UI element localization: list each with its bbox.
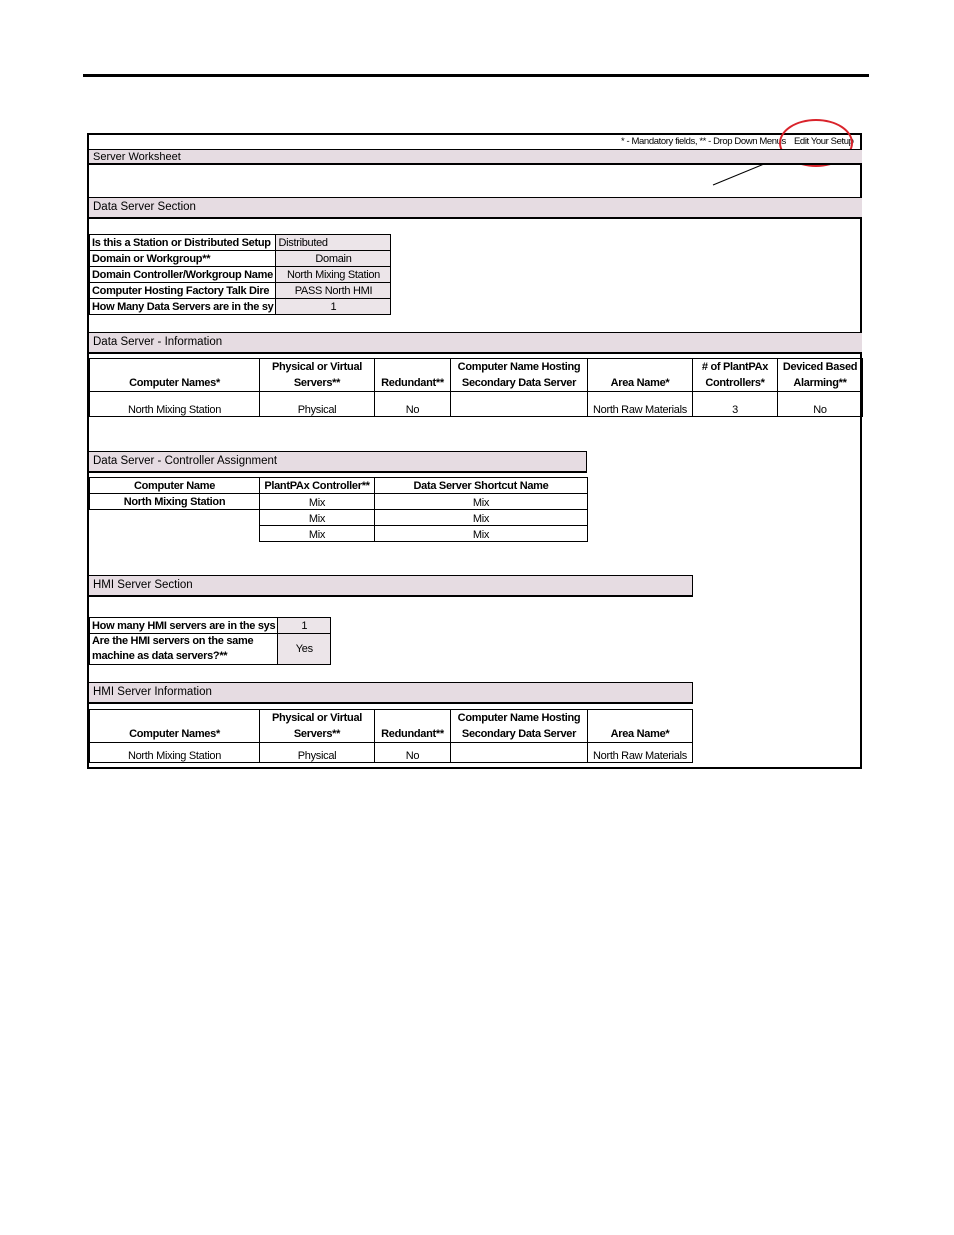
column-header: Computer Name (90, 478, 260, 494)
shortcut-name-cell[interactable]: Mix (375, 494, 588, 510)
question-label: Is this a Station or Distributed Setup (90, 235, 276, 251)
setup-type-select[interactable]: Distributed (276, 235, 391, 251)
hmi-server-questions (89, 617, 331, 665)
column-header: Computer Name Hosting Secondary Data Server (451, 710, 588, 743)
table-row (90, 526, 588, 542)
column-header: Computer Names* (90, 710, 260, 743)
question-label: Domain or Workgroup** (90, 251, 276, 267)
area-name-cell[interactable]: North Raw Materials (588, 392, 693, 417)
column-header: Redundant** (375, 710, 451, 743)
question-row (90, 634, 331, 665)
domain-workgroup-select[interactable]: Domain (276, 251, 391, 267)
question-label: How Many Data Servers are in the sy (90, 299, 276, 315)
shortcut-name-cell[interactable]: Mix (375, 526, 588, 542)
data-server-info-title: Data Server - Information (89, 332, 862, 354)
question-row (90, 267, 391, 283)
table-header-row (90, 359, 863, 392)
controller-select[interactable]: Mix (260, 510, 375, 526)
worksheet-title: Server Worksheet (89, 149, 862, 165)
server-type-cell[interactable]: Physical (260, 743, 375, 763)
data-server-questions (89, 234, 391, 315)
secondary-host-cell[interactable] (451, 392, 588, 417)
column-header: # of PlantPAx Controllers* (693, 359, 778, 392)
question-row (90, 235, 391, 251)
shortcut-name-cell[interactable]: Mix (375, 510, 588, 526)
computer-name-cell[interactable]: North Mixing Station (90, 743, 260, 763)
server-worksheet (87, 133, 862, 769)
data-server-info-table (89, 358, 863, 417)
mandatory-fields-hint: * - Mandatory fields, ** - Drop Down Menus (621, 136, 786, 147)
table-header-row (90, 478, 588, 494)
question-row (90, 251, 391, 267)
question-row (90, 618, 331, 634)
data-server-count-input[interactable]: 1 (276, 299, 391, 315)
question-label: Are the HMI servers on the same machine as data servers?** (90, 634, 278, 665)
table-row (90, 743, 693, 763)
hmi-server-count-input[interactable]: 1 (278, 618, 331, 634)
redundant-cell[interactable]: No (375, 392, 451, 417)
column-header: Data Server Shortcut Name (375, 478, 588, 494)
question-row (90, 283, 391, 299)
empty-cell (90, 526, 260, 542)
empty-cell (90, 510, 260, 526)
table-row (90, 392, 863, 417)
hmi-server-info-table (89, 709, 693, 763)
question-label: Domain Controller/Workgroup Name (90, 267, 276, 283)
controller-select[interactable]: Mix (260, 494, 375, 510)
column-header: Area Name* (588, 359, 693, 392)
hmi-server-info-title: HMI Server Information (89, 682, 693, 704)
controller-assignment-table (89, 477, 588, 542)
controllers-count-cell[interactable]: 3 (693, 392, 778, 417)
column-header: Deviced Based Alarming** (778, 359, 863, 392)
table-row (90, 510, 588, 526)
column-header: Redundant** (375, 359, 451, 392)
column-header: Area Name* (588, 710, 693, 743)
hmi-same-machine-select[interactable]: Yes (278, 634, 331, 665)
table-header-row (90, 710, 693, 743)
area-name-cell[interactable]: North Raw Materials (588, 743, 693, 763)
question-label: How many HMI servers are in the sys (90, 618, 278, 634)
assignment-computer-name[interactable]: North Mixing Station (90, 494, 260, 510)
column-header: Physical or Virtual Servers** (260, 710, 375, 743)
server-type-cell[interactable]: Physical (260, 392, 375, 417)
secondary-host-cell[interactable] (451, 743, 588, 763)
table-row (90, 494, 588, 510)
hmi-server-section-title: HMI Server Section (89, 575, 693, 597)
computer-name-cell[interactable]: North Mixing Station (90, 392, 260, 417)
redundant-cell[interactable]: No (375, 743, 451, 763)
factorytalk-host-input[interactable]: PASS North HMI (276, 283, 391, 299)
data-server-section-title: Data Server Section (89, 197, 862, 219)
question-label: Computer Hosting Factory Talk Dire (90, 283, 276, 299)
column-header: PlantPAx Controller** (260, 478, 375, 494)
edit-your-setup-button[interactable]: Edit Your Setup (794, 136, 854, 147)
controller-select[interactable]: Mix (260, 526, 375, 542)
column-header: Computer Names* (90, 359, 260, 392)
question-row (90, 299, 391, 315)
domain-controller-input[interactable]: North Mixing Station (276, 267, 391, 283)
device-alarming-cell[interactable]: No (778, 392, 863, 417)
column-header: Physical or Virtual Servers** (260, 359, 375, 392)
page-top-rule (83, 74, 869, 77)
column-header: Computer Name Hosting Secondary Data Server (451, 359, 588, 392)
controller-assignment-title: Data Server - Controller Assignment (89, 451, 587, 473)
